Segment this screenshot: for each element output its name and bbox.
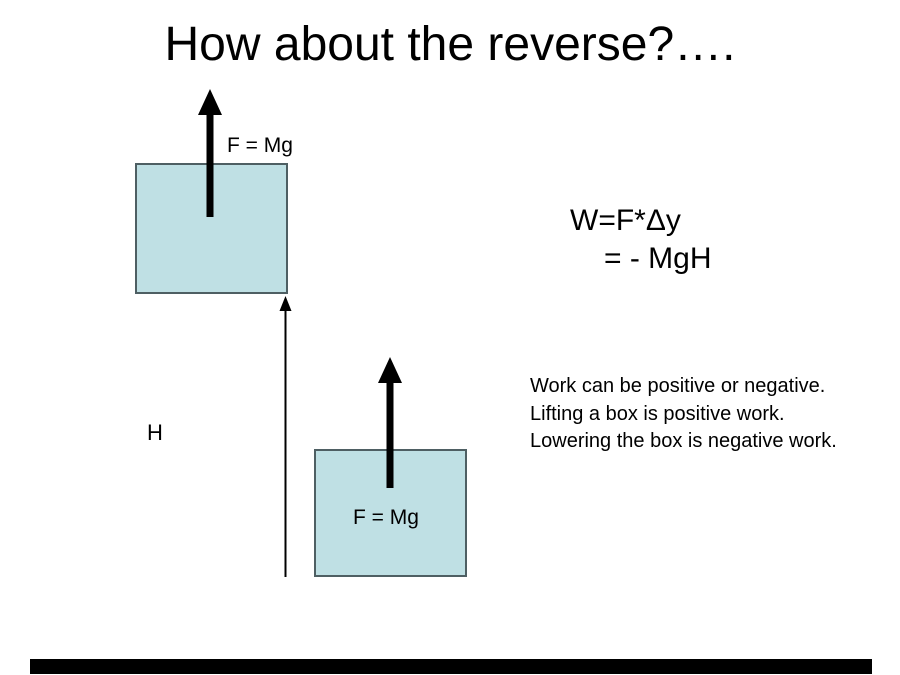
lower-force-arrow-shaft: [387, 380, 394, 488]
note-line: Work can be positive or negative.: [530, 375, 826, 397]
height-arrow-shaft: [285, 309, 287, 577]
work-equation-block: [570, 202, 712, 278]
lower-force-label: F = Mg: [353, 506, 419, 529]
notes-block: [530, 373, 837, 456]
height-arrow-icon: [277, 295, 295, 577]
lower-force-arrow-icon: [374, 354, 406, 490]
upper-force-label: F = Mg: [227, 134, 293, 157]
note-line: Lowering the box is negative work.: [530, 430, 837, 452]
work-equation-line1: W=F*Δy: [570, 204, 681, 237]
note-line: Lifting a box is positive work.: [530, 402, 785, 425]
upper-force-arrow-icon: [194, 86, 226, 220]
bottom-bar: [30, 659, 872, 674]
work-equation-line2: = - MgH: [604, 242, 712, 275]
slide-title: How about the reverse?….: [164, 18, 736, 71]
upper-force-arrow-head: [198, 89, 222, 115]
height-arrow-head: [280, 296, 292, 311]
height-label: H: [147, 420, 163, 445]
upper-force-arrow-shaft: [207, 112, 214, 217]
lower-force-arrow-head: [378, 357, 402, 383]
